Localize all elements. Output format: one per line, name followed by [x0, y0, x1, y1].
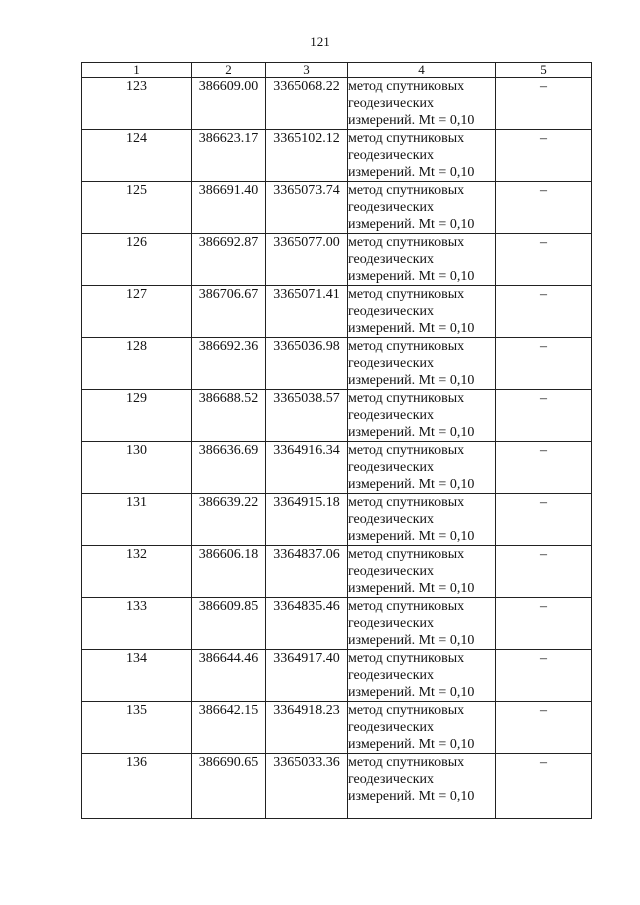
method-cell: [348, 286, 496, 338]
x-coordinate-cell: 386692.36: [192, 338, 266, 390]
method-line: геодезических: [348, 96, 435, 111]
y-coordinate-cell: 3365071.41: [266, 286, 348, 338]
point-number-cell: 133: [82, 598, 192, 650]
method-line: измерений. Mt = 0,10: [348, 269, 475, 284]
column-header-1: 1: [82, 63, 192, 78]
table-row: [82, 754, 592, 819]
y-coordinate-cell: 3364916.34: [266, 442, 348, 494]
column-5-cell: –: [496, 78, 592, 130]
method-line: измерений. Mt = 0,10: [348, 321, 475, 336]
y-coordinate-cell: 3365077.00: [266, 234, 348, 286]
column-5-cell: –: [496, 338, 592, 390]
point-number-cell: 135: [82, 702, 192, 754]
method-cell: [348, 494, 496, 546]
column-5-cell: –: [496, 182, 592, 234]
x-coordinate-cell: 386639.22: [192, 494, 266, 546]
column-header-5: 5: [496, 63, 592, 78]
method-line: метод спутниковых: [348, 287, 465, 302]
method-cell: [348, 234, 496, 286]
method-line: геодезических: [348, 564, 435, 579]
x-coordinate-cell: 386606.18: [192, 546, 266, 598]
column-5-cell: –: [496, 234, 592, 286]
column-5-cell: –: [496, 546, 592, 598]
y-coordinate-cell: 3365068.22: [266, 78, 348, 130]
method-line: геодезических: [348, 252, 435, 267]
table-row: [82, 182, 592, 234]
point-number-cell: 129: [82, 390, 192, 442]
method-line: геодезических: [348, 616, 435, 631]
column-header-2: 2: [192, 63, 266, 78]
table-row: [82, 494, 592, 546]
y-coordinate-cell: 3364837.06: [266, 546, 348, 598]
method-line: геодезических: [348, 512, 435, 527]
x-coordinate-cell: 386644.46: [192, 650, 266, 702]
table-row: [82, 390, 592, 442]
method-line: измерений. Mt = 0,10: [348, 685, 475, 700]
method-line: измерений. Mt = 0,10: [348, 477, 475, 492]
method-line: геодезических: [348, 148, 435, 163]
table-row: [82, 130, 592, 182]
point-number-cell: 134: [82, 650, 192, 702]
method-line: геодезических: [348, 356, 435, 371]
method-line: метод спутниковых: [348, 599, 465, 614]
y-coordinate-cell: 3365033.36: [266, 754, 348, 819]
method-line: измерений. Mt = 0,10: [348, 633, 475, 648]
method-line: измерений. Mt = 0,10: [348, 165, 475, 180]
x-coordinate-cell: 386692.87: [192, 234, 266, 286]
x-coordinate-cell: 386609.00: [192, 78, 266, 130]
column-5-cell: –: [496, 286, 592, 338]
method-line: метод спутниковых: [348, 703, 465, 718]
table-header-row: [82, 63, 592, 78]
x-coordinate-cell: 386688.52: [192, 390, 266, 442]
table-row: [82, 78, 592, 130]
table-row: [82, 442, 592, 494]
method-line: метод спутниковых: [348, 443, 465, 458]
method-line: измерений. Mt = 0,10: [348, 737, 475, 752]
method-cell: [348, 182, 496, 234]
method-line: геодезических: [348, 720, 435, 735]
point-number-cell: 130: [82, 442, 192, 494]
method-cell: [348, 702, 496, 754]
method-cell: [348, 650, 496, 702]
method-cell: [348, 130, 496, 182]
method-line: измерений. Mt = 0,10: [348, 529, 475, 544]
method-line: измерений. Mt = 0,10: [348, 373, 475, 388]
method-line: метод спутниковых: [348, 131, 465, 146]
method-line: метод спутниковых: [348, 339, 465, 354]
method-line: измерений. Mt = 0,10: [348, 581, 475, 596]
y-coordinate-cell: 3364915.18: [266, 494, 348, 546]
method-line: метод спутниковых: [348, 235, 465, 250]
column-5-cell: –: [496, 494, 592, 546]
method-line: геодезических: [348, 460, 435, 475]
column-header-3: 3: [266, 63, 348, 78]
point-number-cell: 123: [82, 78, 192, 130]
method-cell: [348, 390, 496, 442]
y-coordinate-cell: 3365073.74: [266, 182, 348, 234]
method-line: измерений. Mt = 0,10: [348, 425, 475, 440]
method-line: метод спутниковых: [348, 495, 465, 510]
method-line: метод спутниковых: [348, 79, 465, 94]
table-row: [82, 234, 592, 286]
method-line: измерений. Mt = 0,10: [348, 217, 475, 232]
method-line: измерений. Mt = 0,10: [348, 113, 475, 128]
method-line: метод спутниковых: [348, 547, 465, 562]
column-header-4: 4: [348, 63, 496, 78]
table-row: [82, 702, 592, 754]
table-row: [82, 650, 592, 702]
column-5-cell: –: [496, 754, 592, 819]
point-number-cell: 127: [82, 286, 192, 338]
x-coordinate-cell: 386706.67: [192, 286, 266, 338]
method-line: метод спутниковых: [348, 755, 465, 770]
column-5-cell: –: [496, 390, 592, 442]
method-line: геодезических: [348, 304, 435, 319]
y-coordinate-cell: 3365036.98: [266, 338, 348, 390]
column-5-cell: –: [496, 130, 592, 182]
table-row: [82, 546, 592, 598]
method-cell: [348, 338, 496, 390]
method-line: геодезических: [348, 668, 435, 683]
page-number: 121: [310, 34, 330, 49]
method-cell: [348, 598, 496, 650]
y-coordinate-cell: 3364918.23: [266, 702, 348, 754]
method-cell: [348, 754, 496, 819]
x-coordinate-cell: 386636.69: [192, 442, 266, 494]
method-cell: [348, 78, 496, 130]
table-row: [82, 598, 592, 650]
method-cell: [348, 546, 496, 598]
x-coordinate-cell: 386609.85: [192, 598, 266, 650]
table-row: [82, 286, 592, 338]
x-coordinate-cell: 386623.17: [192, 130, 266, 182]
method-line: измерений. Mt = 0,10: [348, 789, 475, 804]
point-number-cell: 126: [82, 234, 192, 286]
x-coordinate-cell: 386691.40: [192, 182, 266, 234]
coordinates-table: [81, 62, 592, 819]
point-number-cell: 136: [82, 754, 192, 819]
column-5-cell: –: [496, 650, 592, 702]
method-cell: [348, 442, 496, 494]
y-coordinate-cell: 3365102.12: [266, 130, 348, 182]
y-coordinate-cell: 3364835.46: [266, 598, 348, 650]
x-coordinate-cell: 386642.15: [192, 702, 266, 754]
method-line: геодезических: [348, 772, 435, 787]
method-line: метод спутниковых: [348, 651, 465, 666]
x-coordinate-cell: 386690.65: [192, 754, 266, 819]
method-line: метод спутниковых: [348, 183, 465, 198]
point-number-cell: 124: [82, 130, 192, 182]
column-5-cell: –: [496, 702, 592, 754]
method-line: метод спутниковых: [348, 391, 465, 406]
point-number-cell: 131: [82, 494, 192, 546]
method-line: геодезических: [348, 200, 435, 215]
point-number-cell: 125: [82, 182, 192, 234]
point-number-cell: 128: [82, 338, 192, 390]
table-body: [82, 78, 592, 819]
table-row: [82, 338, 592, 390]
y-coordinate-cell: 3365038.57: [266, 390, 348, 442]
column-5-cell: –: [496, 598, 592, 650]
y-coordinate-cell: 3364917.40: [266, 650, 348, 702]
method-line: геодезических: [348, 408, 435, 423]
point-number-cell: 132: [82, 546, 192, 598]
column-5-cell: –: [496, 442, 592, 494]
